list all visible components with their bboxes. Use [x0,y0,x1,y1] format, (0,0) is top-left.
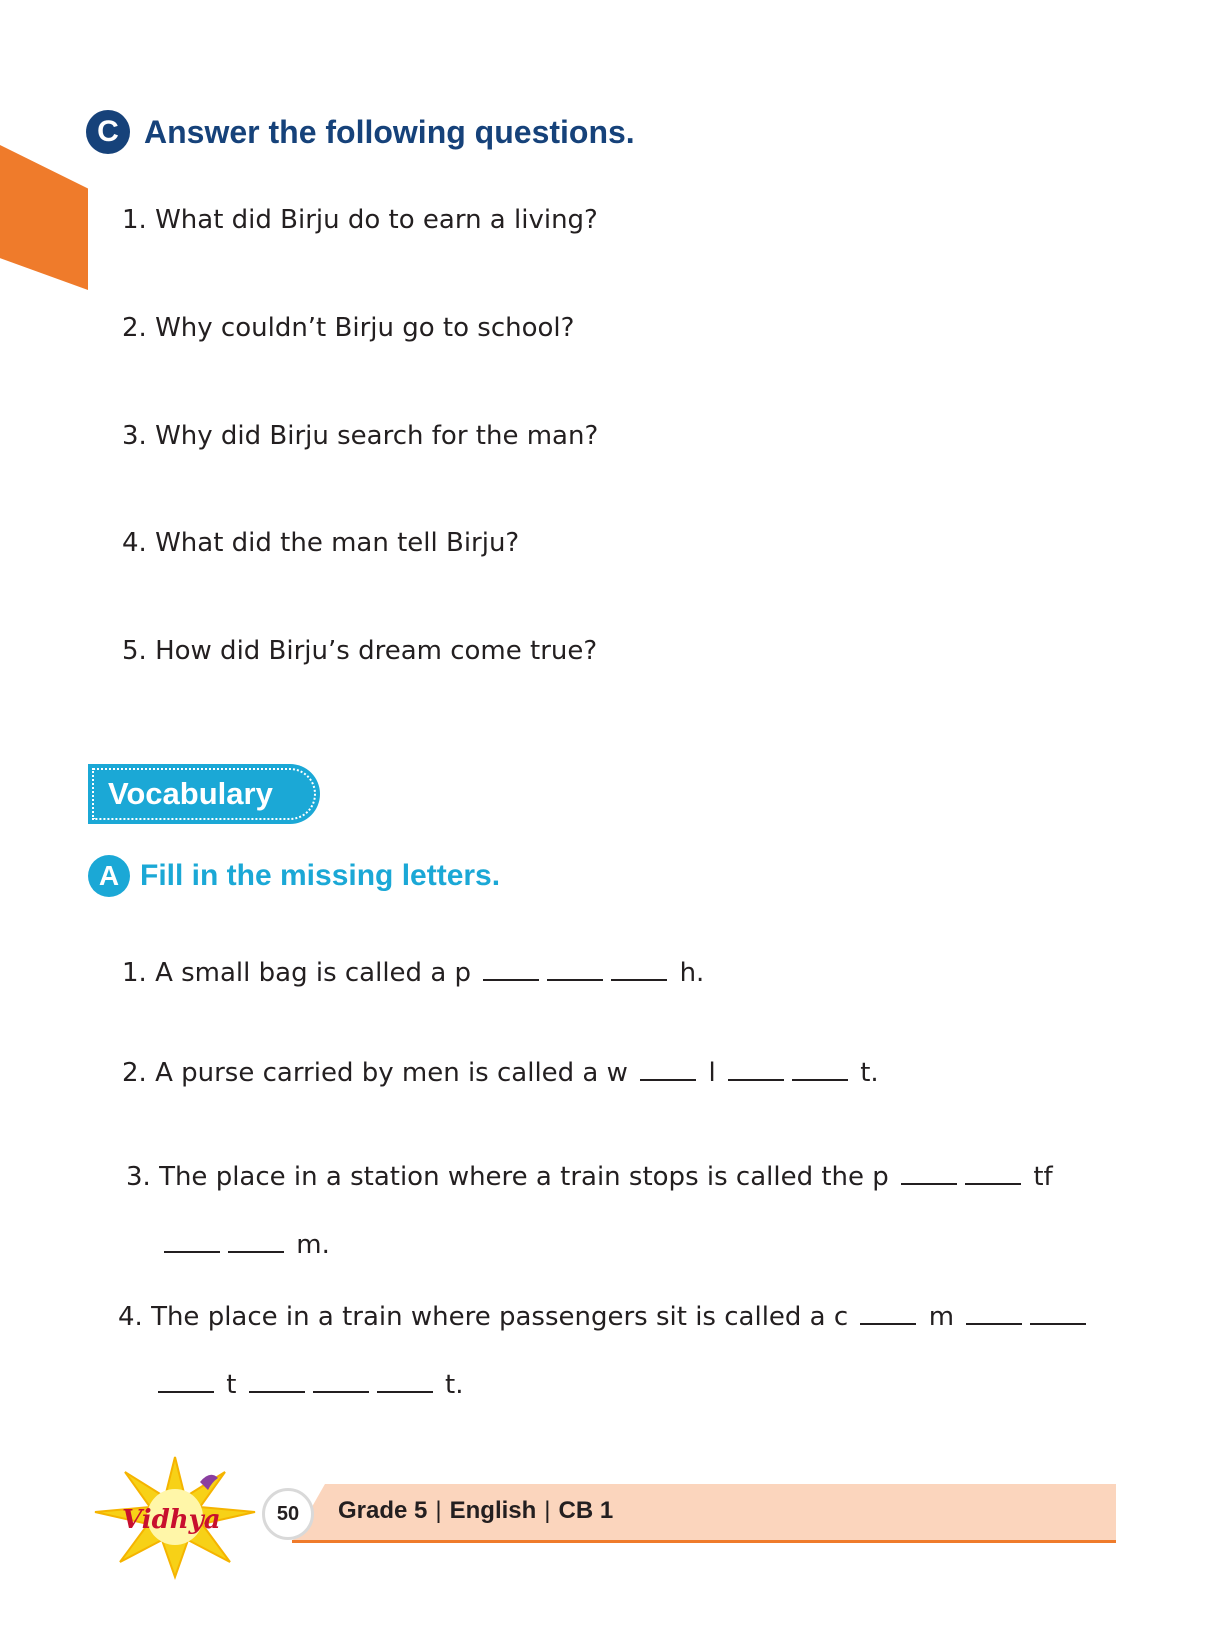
fill-3-prefix: 3. The place in a station where a train stops is called the p [126,1162,889,1192]
blank[interactable] [965,1182,1021,1185]
fill-item-4-line-2 [154,1370,463,1400]
section-c-heading [86,110,635,154]
blank[interactable] [1030,1322,1086,1325]
question-4: 4. What did the man tell Birju? [122,528,520,558]
question-1: 1. What did Birju do to earn a living? [122,205,598,235]
blank[interactable] [640,1078,696,1081]
fill-3-letter-2: m. [296,1230,330,1260]
question-3: 3. Why did Birju search for the man? [122,421,599,451]
question-5: 5. How did Birju’s dream come true? [122,636,598,666]
blank[interactable] [228,1250,284,1253]
section-c-badge: C [86,110,130,154]
fill-item-3-line-1 [126,1162,1053,1192]
blank[interactable] [792,1078,848,1081]
fill-item-1 [122,958,704,988]
blank[interactable] [611,978,667,981]
blank[interactable] [483,978,539,981]
footer-underline [292,1540,1116,1543]
fill-4-letter-1: m [928,1302,955,1332]
blank[interactable] [860,1322,916,1325]
fill-3-letter-1: tf [1033,1162,1053,1192]
blank[interactable] [249,1390,305,1393]
blank[interactable] [377,1390,433,1393]
blank[interactable] [728,1078,784,1081]
question-2: 2. Why couldn’t Birju go to school? [122,313,575,343]
section-a-badge: A [88,855,130,897]
blank[interactable] [966,1322,1022,1325]
fill-2-letter-1: l [708,1058,716,1088]
fill-item-2 [122,1058,879,1088]
footer-grade: Grade 5 [338,1497,428,1524]
logo-text: Vidhya [122,1505,221,1535]
page-number: 50 [262,1488,314,1540]
footer-separator: | [435,1497,442,1524]
fill-4-prefix: 4. The place in a train where passengers sit is called a c [118,1302,849,1332]
blank[interactable] [547,978,603,981]
vocabulary-label: Vocabulary [108,776,273,811]
orange-corner-tab [0,145,88,290]
fill-1-letter: h. [679,958,705,988]
fill-2-prefix: 2. A purse carried by men is called a w [122,1058,628,1088]
footer-book: CB 1 [558,1497,614,1524]
footer-separator: | [544,1497,551,1524]
blank[interactable] [164,1250,220,1253]
fill-2-letter-2: t. [860,1058,879,1088]
fill-item-4-line-1 [118,1302,1090,1332]
blank[interactable] [158,1390,214,1393]
fill-item-3-line-2 [160,1230,330,1260]
vocabulary-banner [88,764,320,824]
blank[interactable] [313,1390,369,1393]
fill-4-letter-3: t. [445,1370,464,1400]
section-a-title: Fill in the missing letters. [140,859,501,892]
footer-subject: English [449,1497,537,1524]
section-a-heading [88,855,500,897]
footer-title [338,1497,613,1525]
fill-4-letter-2: t [226,1370,237,1400]
blank[interactable] [901,1182,957,1185]
section-c-title: Answer the following questions. [144,113,635,150]
fill-1-prefix: 1. A small bag is called a p [122,958,472,988]
